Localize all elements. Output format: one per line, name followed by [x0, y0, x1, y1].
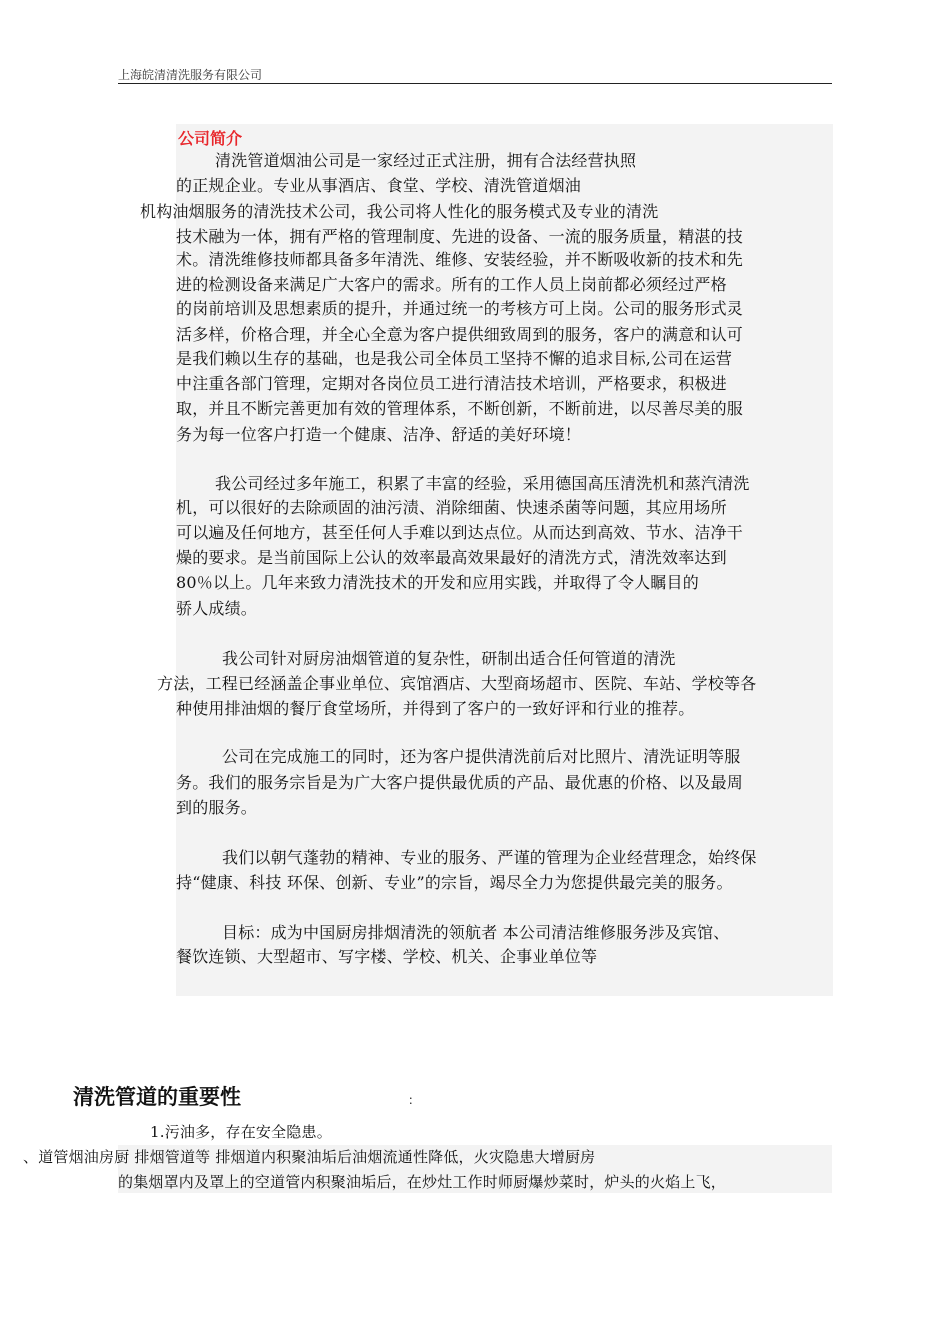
text-line: 方法，工程已经涵盖企事业单位、宾馆酒店、大型商场超市、医院、车站、学校等各	[157, 674, 757, 693]
text-line: 我们以朝气蓬勃的精神、专业的服务、严谨的管理为企业经营理念，始终保	[222, 848, 757, 867]
text-line: 机，可以很好的去除顽固的油污渍、消除细菌、快速杀菌等问题，其应用场所	[176, 498, 727, 517]
section-title: 清洗管道的重要性	[73, 1084, 241, 1109]
intro-background	[176, 124, 833, 996]
text-line: 的岗前培训及思想素质的提升，并通过统一的考核方可上岗。公司的服务形式灵	[176, 299, 744, 318]
text-line: 取，并且不断完善更加有效的管理体系，不断创新，不断前进，以尽善尽美的服	[176, 399, 744, 418]
section-title-colon: ：	[408, 1093, 421, 1107]
intro-title: 公司简介	[178, 129, 243, 148]
text-line: 机构油烟服务的清洗技术公司，我公司将人性化的服务模式及专业的清洗	[140, 202, 659, 221]
text-line: 餐饮连锁、大型超市、写字楼、学校、机关、企事业单位等	[176, 947, 598, 966]
text-line: 的正规企业。专业从事酒店、食堂、学校、清洗管道烟油	[176, 176, 582, 195]
text-line: 可以遍及任何地方，甚至任何人手难以到达点位。从而达到高效、节水、洁净干	[176, 523, 744, 542]
text-line: 技术融为一体，拥有严格的管理制度、先进的设备、一流的服务质量，精湛的技	[176, 227, 744, 246]
text-line: 公司在完成施工的同时，还为客户提供清洗前后对比照片、清洗证明等服	[222, 747, 741, 766]
text-line: 活多样，价格合理，并全心全意为客户提供细致周到的服务，客户的满意和认可	[176, 325, 744, 344]
text-line: 中注重各部门管理，定期对各岗位员工进行清洁技术培训，严格要求，积极进	[176, 374, 727, 393]
text-line: 80％以上。几年来致力清洗技术的开发和应用实践，并取得了令人瞩目的	[176, 573, 699, 592]
text-line: 是我们赖以生存的基础，也是我公司全体员工坚持不懈的追求目标,公司在运营	[176, 349, 733, 368]
text-line: 目标：成为中国厨房排烟清洗的领航者 本公司清洁维修服务涉及宾馆、	[222, 923, 730, 942]
section-background	[118, 1145, 832, 1193]
text-line: 骄人成绩。	[176, 599, 258, 618]
text-line: 种使用排油烟的餐厅食堂场所，并得到了客户的一致好评和行业的推荐。	[176, 699, 695, 718]
text-line: 到的服务。	[176, 798, 258, 817]
text-line: 我公司经过多年施工，积累了丰富的经验，采用德国高压清洗机和蒸汽清洗	[215, 474, 750, 493]
text-line: 我公司针对厨房油烟管道的复杂性，研制出适合任何管道的清洗	[222, 649, 676, 668]
header-company-name: 上海皖清清洗服务有限公司	[118, 68, 263, 82]
text-line: 燥的要求。是当前国际上公认的效率最高效果最好的清洗方式，清洗效率达到	[176, 548, 727, 567]
text-line: 进的检测设备来满足广大客户的需求。所有的工作人员上岗前都必须经过严格	[176, 275, 727, 294]
text-line: 1.污油多，存在安全隐患。	[150, 1123, 332, 1141]
text-line: 务为每一位客户打造一个健康、洁净、舒适的美好环境！	[176, 425, 582, 444]
text-line: 持“健康、科技 环保、创新、专业”的宗旨，竭尽全力为您提供最完美的服务。	[176, 873, 733, 892]
header-divider	[118, 83, 832, 84]
text-line: 清洗管道烟油公司是一家经过正式注册，拥有合法经营执照	[215, 151, 637, 170]
text-line: 、道管烟油房厨 排烟管道等 排烟道内积聚油垢后油烟流通性降低，火灾隐患大增厨房	[23, 1148, 596, 1166]
text-line: 的集烟罩内及罩上的空道管内积聚油垢后，在炒灶工作时师厨爆炒菜时，炉头的火焰上飞，	[118, 1173, 727, 1191]
text-line: 务。我们的服务宗旨是为广大客户提供最优质的产品、最优惠的价格、以及最周	[176, 773, 744, 792]
text-line: 术。清洗维修技师都具备多年清洗、维修、安装经验，并不断吸收新的技术和先	[176, 250, 744, 269]
